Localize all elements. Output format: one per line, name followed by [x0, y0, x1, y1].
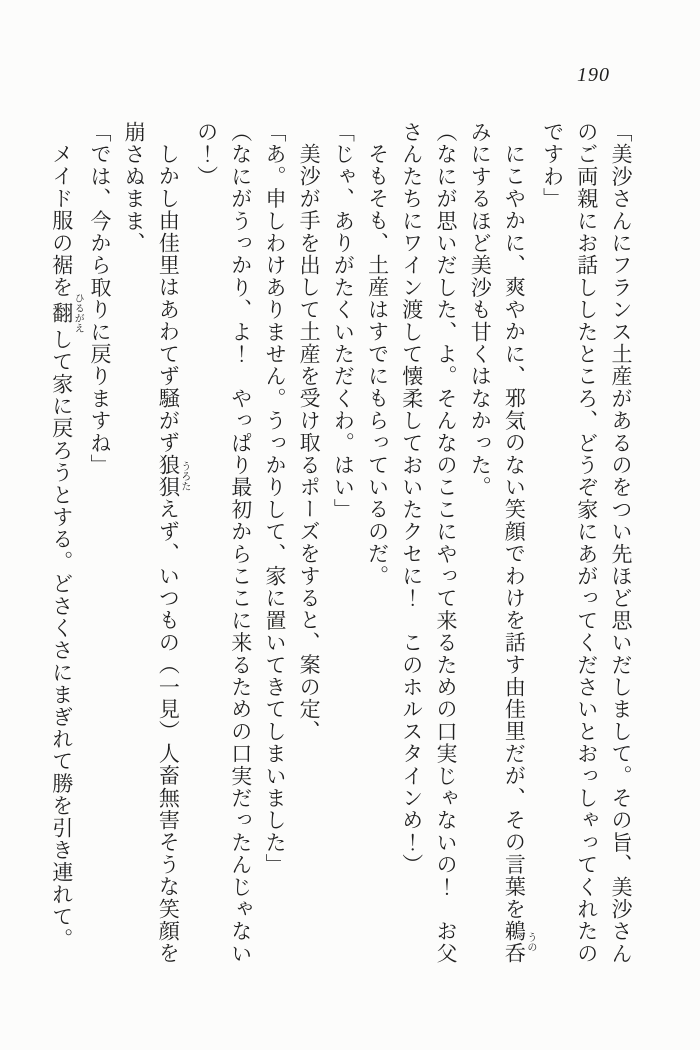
furigana: ひるがえ: [72, 293, 84, 334]
text-line: [429, 121, 463, 969]
ruby-base: 鵜呑: [502, 920, 527, 965]
text-line: [45, 121, 83, 969]
text-run: （なにがうっかり、よ！ やっぱり最初からここに来るための口実だったんじゃない: [228, 121, 253, 965]
text-run: 「美沙さんにフランス土産があるのをつい先ほど思いだしまして。その旨、美沙さん: [609, 121, 633, 965]
text-run: （なにが思いだした、よ。そんなのここにやって来るための口実じゃないの！ お父: [433, 121, 458, 965]
text-line: [463, 121, 497, 969]
text-run: して家に戻ろうとする。どさくさにまぎれて勝を引き連れて。: [49, 328, 74, 950]
text-run: そもそも、土産はすでにもらっているのだ。: [365, 143, 390, 587]
text-line: [292, 121, 326, 969]
text-line: [258, 121, 292, 969]
text-line: [497, 121, 535, 969]
text-line: [570, 121, 604, 969]
text-line: [117, 121, 151, 969]
text-run: メイド服の裾を: [49, 143, 74, 299]
text-run: 「では、今から取りに戻りますね」: [87, 121, 112, 477]
page-number: 190: [577, 64, 610, 86]
text-run: にこやかに、爽やかに、邪気のない笑顔でわけを話す由佳里だが、その言葉を: [502, 143, 527, 920]
text-run: 崩さぬまま、: [122, 121, 147, 255]
text-line: [151, 121, 189, 969]
text-run: えず、いつもの（一見）人畜無害そうな笑顔を: [156, 498, 181, 965]
text-run: しかし由佳里はあわてず騒がず: [156, 143, 181, 454]
text-block: [49, 121, 638, 969]
text-line: [535, 121, 569, 969]
text-line: [360, 121, 394, 969]
text-line: [604, 121, 638, 969]
text-line: [224, 121, 258, 969]
text-line: [189, 121, 223, 969]
text-line: [83, 121, 117, 969]
ruby-base: 翻: [49, 293, 74, 334]
text-run: 美沙が手を出して土産を受け取るポーズをすると、案の定、: [297, 143, 322, 743]
ruby-base: 狼狽: [156, 453, 181, 499]
text-run: の！）: [194, 121, 219, 188]
text-run: 「じゃ、ありがたくいただくわ。はい」: [331, 121, 356, 521]
text-run: のご両親にお話ししたところ、どうぞ家にあがってくださいとおっしゃってくれたの: [574, 121, 599, 965]
furigana: うろた: [178, 453, 190, 499]
ruby-text: [156, 453, 190, 499]
furigana: うの: [524, 920, 536, 965]
ruby-text: [502, 920, 536, 965]
text-run: みにするほど美沙も甘くはなかった。: [468, 121, 493, 499]
text-run: 「あ。申しわけありません。うっかりして、家に置いてきてしまいました」: [262, 121, 287, 876]
text-line: [395, 121, 429, 969]
text-run: ですわ」: [540, 121, 565, 210]
text-run: さんたちにワイン渡して懐柔しておいたクセに！ このホルスタインめ！）: [399, 121, 424, 876]
ruby-text: [49, 293, 84, 334]
text-line: [326, 121, 360, 969]
